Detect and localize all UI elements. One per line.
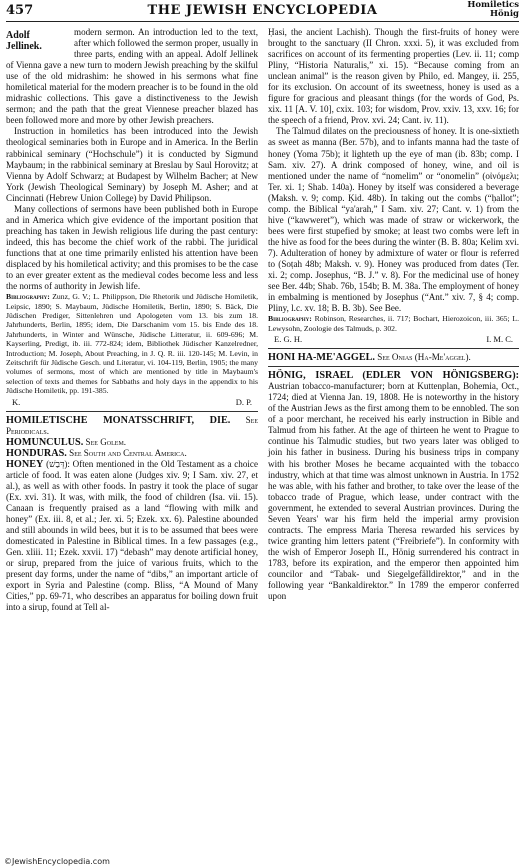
page-number: 457 [6,3,34,18]
entry-homunculus: HOMUNCULUS. See Golem. [6,436,127,448]
page-header [6,2,519,22]
homiletics-bibliography: Bibliography: Zunz, G. V.; L. Philippson, Die Rhetorik und Jüdische Homiletik, Leipsic, 1890; S. Maybaum, Jüdische Homiletik, Berlin, 1890; S. Bäck, Die Jüdischen Prediger, Sittenlehren und Apologeten vom 13. bis zum 18. Jahrhunderts, Berlin, 1895; idem, Die Darschanim vom 15. bis Ende des 18. Jahrhunderts, in Winter and Wünsche, Jüdische Litteratur, ii. 609-696; M. Kayserling, Predigt, ib. iii. 772-824; idem, Bibliothek Jüdischer Kanzelredner, Introduction; M. Joseph, About Preaching, in J. Q. R. iii. 120-145; M. Levin, in Zeitschrift für Jüdische Gesch. und Literatur, vi. 104-119, Berlin, 1905; the many volumes of sermons, most of which are mentioned by title in Maybaum's selection of texts and themes for Sabbaths and holy days in the appendix to his Jüdische Homiletik, pp. 191-385. [6,292,258,396]
entry-divider [268,366,519,367]
entry-honi-ha-meaggel: HONI HA-ME'AGGEL. See Onias (Ha-Me'aggel). [268,352,471,364]
entry-homiletische-monatsschrift: HOMILETISCHE MONATSSCHRIFT, DIE. See Periodicals. [6,414,258,436]
running-head [467,1,519,19]
site-watermark: ©JewishEncyclopedia.com [4,857,110,866]
entry-honey: HONEY (דְּבַשׁ): Often mentioned in the Old Testament as a choice article of food. It was eaten alone (Judges xiv. 9; I Sam. xiv. 27, et al.), as well as with other foods. In pastry it took the place of sugar (Ex. xvi. 31). It was, with milk, the food of children (Isa. vii. 15). Canaan is frequently praised as a land “flowing with milk and honey” (Ex. iii. 8, et al.; Jer. xi. 5; Ezek. xx. 6). Palestine abounded and still abounds in wild bees, but it is to be assumed that bees were domesticated in Palestine in Biblical times. In a few passages (e.g., Gen. xliii. 11; Ezek. xxvii. 17) “debash” may denote artificial honey, or sirup, prepared from the juice of various fruits, which to the present day forms, under the name of “dibs,” an important article of export in Syria and Palestine (comp. Bliss, “A Mound of Many Cities,” pp. 69-71, who describes an apparatus for boiling down fruit into a sirup, found at Tell al- [6,458,258,613]
right-column [268,27,519,602]
honey-paragraph-2: The Talmud dilates on the preciousness of honey. It is one-sixtieth as sweet as manna (Ber. 57b), and to infants manna had the taste of honey (Yoma 75b); it lighteth up the eye of man (ib. 83b; comp. I Sam. xiv. 27). A drink composed of honey, wine, and oil is mentioned under the name of “nomelim” or “onomelin” (οἰνόμελι; Ter. xi. 1; Shab. 140a). Honey by itself was considered a beverage (Maksh. v. 9; comp. Ḳid. 48b). In taking out the combs (“ḥallot”; comp. the Biblical “ya'arah,” I Sam. xiv. 27; Cant. v. 1) from the hive (“kawweret”), which was made of straw or wickerwork, the bees were first stupefied by smoke; at least two combs were left in the hive as food for the bees during the winter (B. B. 80a; Kelim xvi. 7). Adulteration of honey by admixture of water or flour is referred to (Soṭah 48b; Maksh. v. 9). Honey was produced from dates (Ter. xi. 2; comp. Josephus, “B. J.” v. 8). For the medicinal use of honey see Ber. 44b; Shab. 76b, 154b; B. M. 38a. The employment of honey in embalming is mentioned by Josephus (“Ant.” xiv. 7, § 4; comp. Pliny, l.c. xv. 18; B. B. 3b). See Bee. [268,126,519,314]
page-title: THE JEWISH ENCYCLOPEDIA [147,3,378,18]
running-head-last: Hönig [489,9,519,19]
homiletics-paragraph-2: Instruction in homiletics has been introduced into the Jewish theological seminaries both in Europe and in America. In the Berlin rabbinical seminary (“Hochschule”) it is conducted by Sigmund Maybaum; in the rabbinical seminary at Breslau by Saul Horovitz; at Vienna by Adolf Schwarz; at Budapest by Wilhelm Bacher; at New York (Jewish Theological Seminary) by Joseph M. Asher; and at Cincinnati (Hebrew Union College) by David Philipson. [6,126,258,203]
entry-divider [268,348,519,349]
entry-honig-israel: HÖNIG, ISRAEL (EDLER VON HÖNIGSBERG): Austrian tobacco-manufacturer; born at Kuttenplan, Bohemia, Oct., 1724; died at Vienna Jan. 19, 1808. He is noteworthy in the history of the Austrian Jews as the first among them to be ennobled. The son of a poor merchant, he received his early instruction in Bible and Talmud from his father. At the age of thirteen he went to Prague to continue his Talmudic studies, but two years later was obliged to join his father in business. During his business trips in company with his brother Moses he became acquainted with the tobacco industry, which at that time was almost unknown in Austria. In 1752 he was able, with his father and brother, to take over the lease of the tobacco trade of Prague, which lease, under contract with the government, he extended to several Austrian provinces. During the Seven Years' war his firm held the imperial army provision contracts. The empress Maria Theresa rewarded his services by twice granting him letters patent (“Freibriefe”). In conformity with the wish of Emperor Joseph II., Hönig surrendered his contract in 1783, before its expiration, and the emperor then appointed him councilor and “Tabak- und Siegelgefälldirektor,” and in the following year “Bankaldirektor.” In 1789 the emperor conferred upon [268,370,519,602]
entry-divider [6,411,258,412]
homiletics-paragraph-1: Adolf Jellinek. modern sermon. An introduction led to the text, after which followed the sermon proper, usually in three parts, ending with an appeal. Adolf Jellinek of Vienna gave a new turn to modern Jewish preaching by the skilful use of the old midrashim: he showed in his sermons what fine homiletical material for the modern preacher is to be found in the old midrashic collections. This gave a distinctiveness to the Jewish sermon; and the path that the great Viennese preacher blazed has been followed more and more by other Jewish preachers. [6,27,258,126]
homiletics-paragraph-3: Many collections of sermons have been published both in Europe and in America which give evidence of the important position that preaching has taken in Jewish religious life during the past century: indeed, this has become the chief work of the rabbi. The juridical functions that at one time primarily enlisted his attention have been displaced by his homiletical activity; and this promises to be the case to an ever greater extent as the medieval codes become less and less the norms of authority in Jewish life. [6,203,258,292]
margin-note-jellinek: Adolf Jellinek. [6,30,42,52]
honey-paragraph-1: Ḥasi, the ancient Lachish). Though the first-fruits of honey were brought to the sanctuary (II Chron. xxxi. 5), it was excluded from sacrifices on account of its fermenting properties (Lev. ii. 11; comp Pliny, “Historia Naturalis,” xi. 15). “Because coming from an unclean animal” is the reason given by Philo, ed. Mangey, ii. 255, for its exclusion. On account of its sweetness, honey is used as a figure for gracious and pleasant things (for the words of God, Ps. xix. 11 [A. V. 10], cxix. 103; for wisdom, Prov. xxiv. 13, xxv. 16; for the speech of a friend, Prov. xvi. 24; Cant. iv. 11). [268,27,519,126]
signature-homiletics: K. D. P. [12,396,252,407]
running-head-first: Homiletics [467,0,519,10]
left-column [6,27,258,613]
signature-honey: E. G. H. I. M. C. [274,334,513,345]
entry-honduras: HONDURAS. See South and Central America. [6,447,187,459]
hebrew-word: (דְּבַשׁ) [46,458,68,469]
honey-bibliography: Bibliography: Robinson, Researches, ii. 717; Bochart, Hierozoicon, iii. 365; L. Lewysohn, Zoologie des Talmuds, p. 302. [268,314,520,333]
